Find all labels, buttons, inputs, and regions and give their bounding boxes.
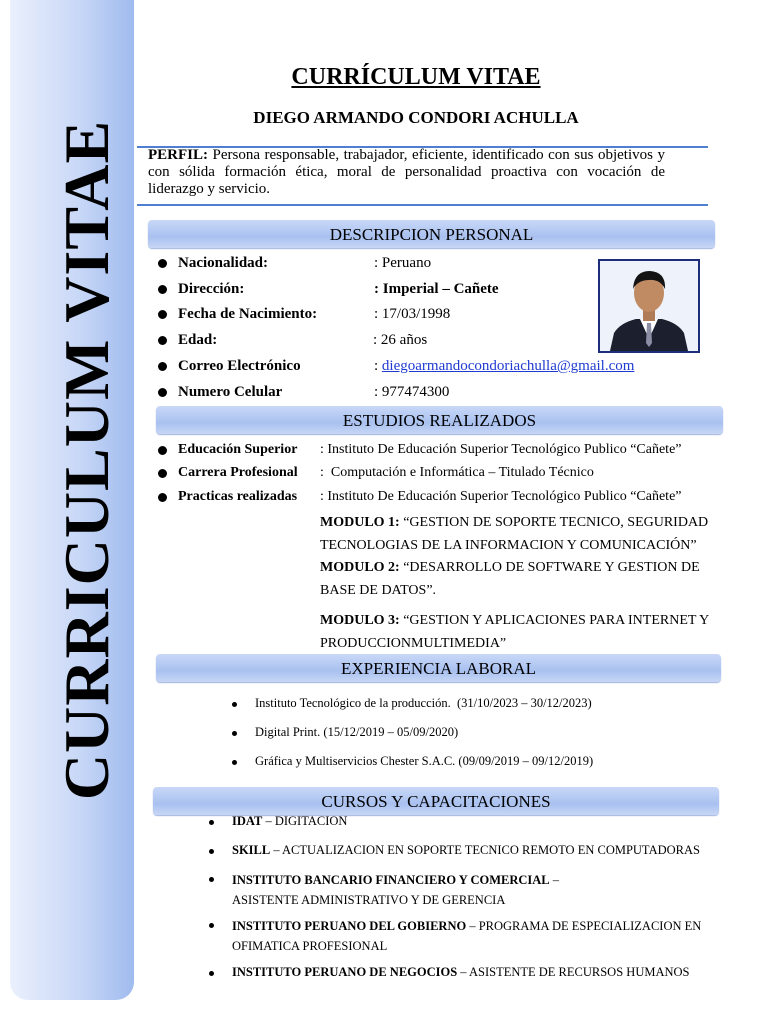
list-item <box>156 487 716 507</box>
email-link[interactable]: diegoarmandocondoriachulla@gmail.com <box>381 358 635 374</box>
course-entry <box>207 870 727 890</box>
profile-summary <box>148 147 665 198</box>
module-text-cont: TECNOLOGIAS DE LA INFORMACION Y COMUNICACIÓN” <box>320 538 697 553</box>
profile-label: PERFIL: <box>148 147 208 163</box>
bullet-icon <box>232 731 237 736</box>
course-institution: IDAT <box>232 814 263 828</box>
section-header-courses: CURSOS Y CAPACITACIONES <box>153 787 719 815</box>
list-item <box>156 382 596 402</box>
list-item <box>156 440 716 460</box>
field-label: Fecha de Nacimiento: <box>178 306 318 322</box>
field-label: Practicas realizadas <box>178 489 298 504</box>
list-item <box>156 330 596 350</box>
field-value: : 17/03/1998 <box>374 306 451 322</box>
experience-entry: Gráfica y Multiservicios Chester S.A.C. (09/09/2019 – 09/12/2019) <box>255 754 594 768</box>
field-label: Dirección: <box>178 281 245 297</box>
module-text: “GESTION Y APLICACIONES PARA INTERNET Y <box>399 613 710 628</box>
field-value <box>374 356 634 376</box>
course-program: – DIGITACION <box>262 814 348 828</box>
module-label: MODULO 3: <box>320 613 400 628</box>
bullet-icon <box>158 310 167 319</box>
field-label: Correo Electrónico <box>178 358 301 374</box>
section-header-personal: DESCRIPCION PERSONAL <box>148 220 715 248</box>
bullet-icon <box>209 820 214 825</box>
person-portrait-icon <box>600 261 698 351</box>
module-text-cont: BASE DE DATOS”. <box>320 583 437 598</box>
field-label: Educación Superior <box>178 442 298 457</box>
divider-bottom <box>137 204 708 206</box>
bullet-icon <box>209 923 214 928</box>
list-item <box>156 253 596 273</box>
experience-entry: Digital Print. (15/12/2019 – 05/09/2020) <box>255 725 459 739</box>
field-value: : 977474300 <box>374 384 450 400</box>
module-line <box>320 511 730 534</box>
field-value: : Instituto De Educación Superior Tecnológico Publico “Cañete” <box>320 442 682 457</box>
module-line <box>320 556 730 579</box>
module-label: MODULO 2: <box>320 560 400 575</box>
bullet-icon <box>158 336 167 345</box>
list-item <box>156 463 716 483</box>
section-header-experience: EXPERIENCIA LABORAL <box>156 654 721 682</box>
course-entry <box>207 916 727 936</box>
profile-photo <box>598 259 700 353</box>
sidebar-panel <box>10 0 134 1000</box>
course-program: – ASISTENTE DE RECURSOS HUMANOS <box>457 965 690 979</box>
profile-text: Persona responsable, trabajador, eficiente, identificado con sus objetivos y con sólida formación ética, moral de personalidad proactiva con vocación de liderazgo y servicio. <box>148 147 665 197</box>
course-program: – PROGRAMA DE ESPECIALIZACION EN <box>466 919 702 933</box>
list-item <box>156 304 596 324</box>
course-institution: INSTITUTO BANCARIO FINANCIERO Y COMERCIAL <box>232 873 550 887</box>
list-item <box>156 279 596 299</box>
course-institution: INSTITUTO PERUANO DE NEGOCIOS <box>232 965 458 979</box>
field-label: Numero Celular <box>178 384 283 400</box>
course-institution: SKILL <box>232 843 271 857</box>
module-1 <box>320 511 730 557</box>
page-title: CURRÍCULUM VITAE <box>291 64 541 90</box>
module-text: “GESTION DE SOPORTE TECNICO, SEGURIDAD <box>399 515 709 530</box>
bullet-icon <box>209 877 214 882</box>
module-text-cont: PRODUCCIONMULTIMEDIA” <box>320 636 507 651</box>
field-value: : Instituto De Educación Superior Tecnológico Publico “Cañete” <box>320 489 682 504</box>
bullet-icon <box>158 362 167 371</box>
candidate-name: DIEGO ARMANDO CONDORI ACHULLA <box>253 108 579 127</box>
field-value: : Computación e Informática – Titulado Técnico <box>320 465 594 480</box>
email-prefix: : <box>374 358 382 374</box>
section-header-studies: ESTUDIOS REALIZADOS <box>156 406 723 434</box>
sidebar-title: CURRICULUM VITAE <box>51 119 122 801</box>
bullet-icon <box>232 760 237 765</box>
list-item <box>156 356 635 376</box>
experience-entry: Instituto Tecnológico de la producción. (31/10/2023 – 30/12/2023) <box>255 696 592 710</box>
field-value: : Imperial – Cañete <box>374 281 499 297</box>
list-item <box>207 870 727 910</box>
bullet-icon <box>232 702 237 707</box>
course-entry <box>232 965 690 980</box>
course-institution: INSTITUTO PERUANO DEL GOBIERNO <box>232 919 467 933</box>
module-3 <box>320 609 730 655</box>
field-label: Edad: <box>178 332 218 348</box>
bullet-icon <box>209 971 214 976</box>
field-value: : 26 años <box>373 332 428 348</box>
bullet-icon <box>158 285 167 294</box>
module-2 <box>320 556 730 602</box>
course-program: – <box>549 873 560 887</box>
field-value: : Peruano <box>374 255 432 271</box>
bullet-icon <box>209 849 214 854</box>
bullet-icon <box>158 469 167 478</box>
course-program-cont: ASISTENTE ADMINISTRATIVO Y DE GERENCIA <box>232 893 506 907</box>
course-program-cont: OFIMATICA PROFESIONAL <box>232 939 388 953</box>
module-label: MODULO 1: <box>320 515 400 530</box>
bullet-icon <box>158 259 167 268</box>
module-line <box>320 609 730 632</box>
module-text: “DESARROLLO DE SOFTWARE Y GESTION DE <box>399 560 700 575</box>
course-program: – ACTUALIZACION EN SOPORTE TECNICO REMOTO EN COMPUTADORAS <box>270 843 700 857</box>
field-label: Carrera Profesional <box>178 465 298 480</box>
course-entry <box>232 814 347 829</box>
list-item <box>207 916 727 956</box>
field-label: Nacionalidad: <box>178 255 269 271</box>
bullet-icon <box>158 493 167 502</box>
bullet-icon <box>158 446 167 455</box>
bullet-icon <box>158 388 167 397</box>
course-entry <box>232 843 700 858</box>
